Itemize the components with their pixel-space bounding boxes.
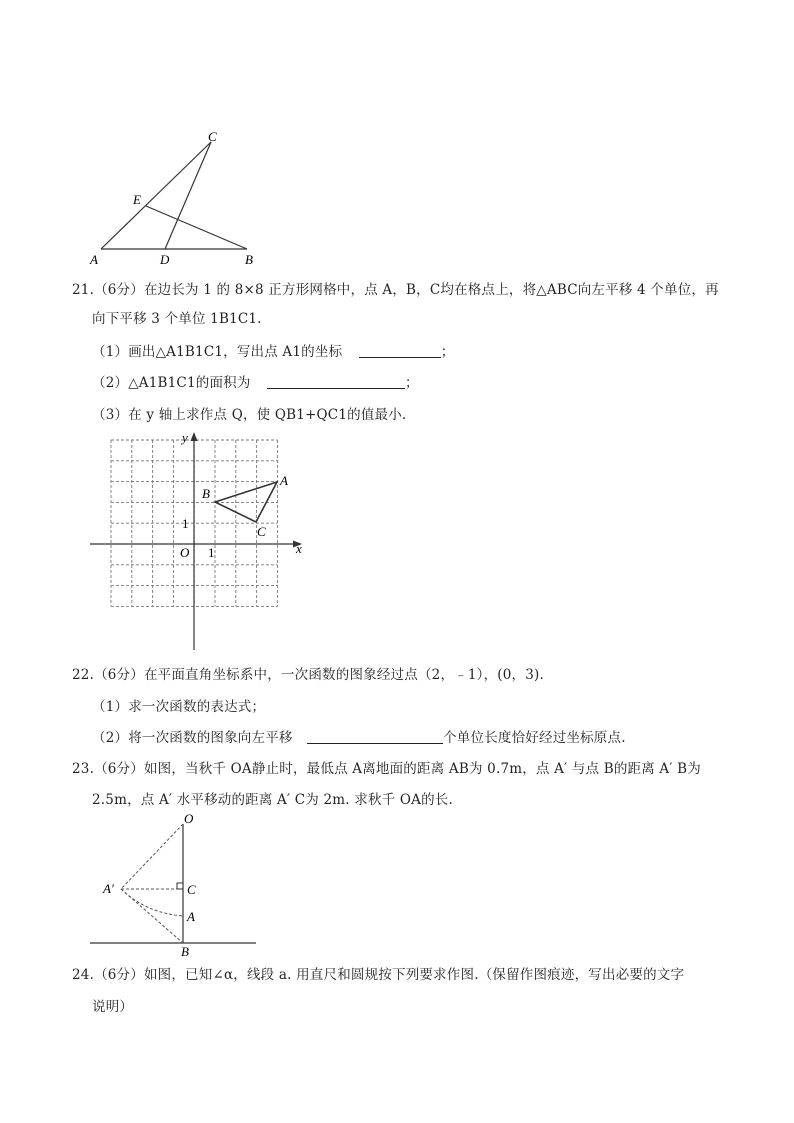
q21-sub2-blank[interactable]: [267, 376, 405, 389]
label-E: E: [133, 192, 141, 207]
point-C-label: C: [257, 524, 266, 539]
q22-sub2-text: （2）将一次函数的图象向左平移: [92, 730, 293, 746]
tick-x-1: 1: [208, 545, 215, 560]
label-O: O: [184, 811, 194, 826]
arc-A-prime-A: [121, 889, 183, 916]
q23-line2: 2.5m，点 A′ 水平移动的距离 A′ C为 2m. 求秋千 OA的长.: [92, 792, 453, 808]
label-B: B: [181, 944, 189, 959]
axis-x-label: x: [296, 541, 302, 556]
q21-sub2-end: ；: [405, 375, 419, 391]
origin-label: O: [180, 545, 190, 560]
y-axis-arrow: [191, 432, 198, 441]
label-A: A: [90, 252, 98, 267]
grid-figure: [88, 428, 318, 658]
triangle-figure: [80, 128, 260, 268]
q22-line1: 22.（6分）在平面直角坐标系中，一次函数的图象经过点（2，﹣1），(0，3).: [72, 667, 544, 683]
segment-EB: [146, 206, 247, 249]
q21-sub1-text: （1）画出△A1B1C1，写出点 A1的坐标: [92, 344, 343, 360]
label-B: B: [245, 252, 253, 267]
q21-line2: 向下平移 3 个单位 1B1C1.: [92, 311, 262, 327]
tick-y-1: 1: [182, 516, 189, 531]
q22-sub1: （1）求一次函数的表达式；: [92, 699, 266, 715]
point-B-label: B: [202, 486, 210, 501]
q21-line1: 21.（6分）在边长为 1 的 8×8 正方形网格中，点 A，B，C均在格点上，将△ABC向左平移 4 个单位，再: [72, 282, 719, 298]
label-C: C: [187, 882, 196, 897]
segment-AC: [101, 142, 211, 249]
q21-sub1-end: ；: [440, 344, 455, 360]
q21-sub2-text: （2）△A1B1C1的面积为: [92, 375, 251, 391]
q22-sub2-end: 个单位长度恰好经过坐标原点.: [443, 730, 626, 746]
segment-DC: [165, 142, 211, 249]
q23-line1: 23.（6分）如图，当秋千 OA静止时，最低点 A离地面的距离 AB为 0.7m，点 A′ 与点 B的距离 A′ B为: [72, 761, 701, 777]
swing-figure: [88, 812, 263, 962]
q21-sub1-blank[interactable]: [359, 345, 441, 358]
q24-line1: 24.（6分）如图，已知∠α，线段 a. 用直尺和圆规按下列要求作图.（保留作图痕迹，写出必要的文字: [72, 967, 685, 983]
q22-sub2-blank[interactable]: [307, 731, 443, 744]
label-D: D: [160, 252, 170, 267]
q24-line2: 说明）: [92, 999, 134, 1015]
label-A-prime: A′: [103, 881, 114, 896]
q21-sub3: （3）在 y 轴上求作点 Q，使 QB1+QC1的值最小.: [92, 407, 407, 423]
q21-sub2: [92, 374, 419, 392]
label-A: A: [187, 909, 195, 924]
point-A-label: A: [280, 473, 288, 488]
right-angle-mark: [177, 883, 183, 889]
q22-sub2: [92, 729, 626, 747]
label-C: C: [208, 129, 217, 144]
segment-OA-prime: [121, 824, 183, 889]
axis-y-label: y: [182, 430, 188, 445]
q21-sub1: [92, 343, 454, 361]
